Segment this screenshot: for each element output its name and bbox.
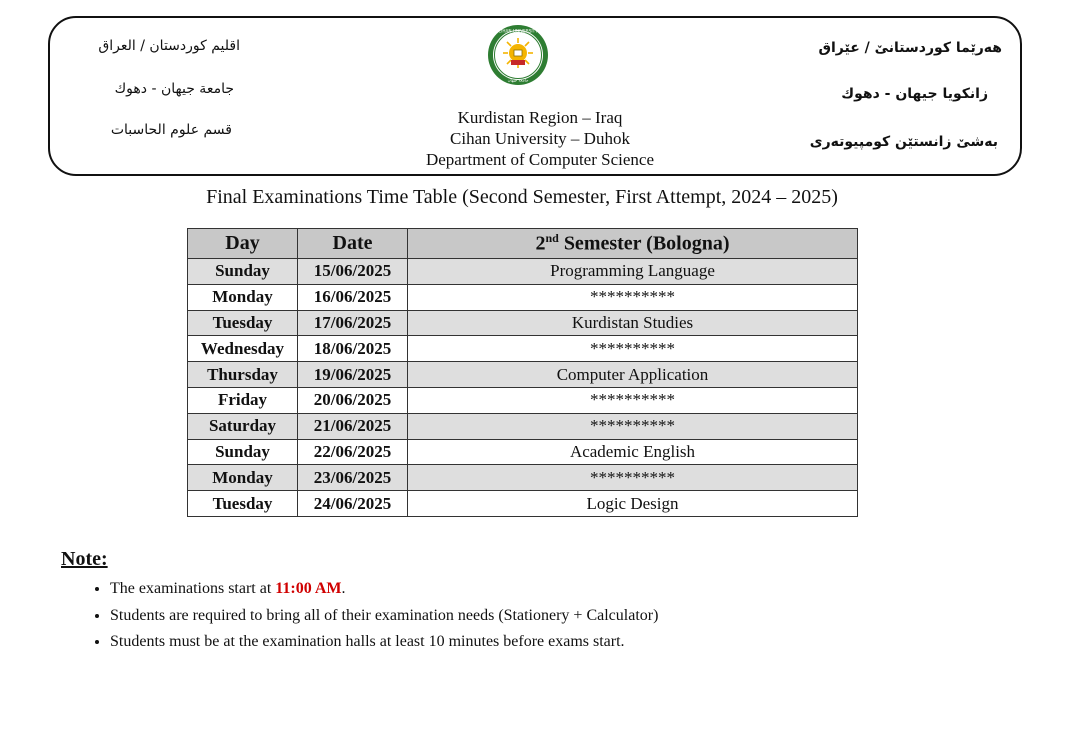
subject-cell: ********** (408, 284, 858, 310)
exam-timetable (187, 228, 858, 517)
subject-cell: ********** (408, 336, 858, 362)
day-cell: Thursday (188, 362, 298, 388)
subject-cell: ********** (408, 465, 858, 491)
note-item-start-time (110, 576, 658, 603)
column-header-day: Day (188, 229, 298, 259)
table-row (188, 387, 858, 413)
note-item-requirements: • Students are required to bring all of their examination needs (Stationery + Calculator) (110, 603, 658, 630)
date-cell: 16/06/2025 (298, 284, 408, 310)
day-cell: Tuesday (188, 310, 298, 336)
day-cell: Sunday (188, 439, 298, 465)
table-row (188, 491, 858, 517)
day-cell: Friday (188, 387, 298, 413)
logo-ring-text-arabic: جامعة جيهان (507, 77, 529, 83)
day-cell: Wednesday (188, 336, 298, 362)
day-cell: Monday (188, 465, 298, 491)
kurdish-university-line: زانکویا جیهان - دهوك (841, 86, 988, 102)
day-cell: Sunday (188, 259, 298, 285)
subject-cell: Academic English (408, 439, 858, 465)
date-cell: 19/06/2025 (298, 362, 408, 388)
table-row (188, 259, 858, 285)
header-english-university: Cihan University – Duhok (450, 129, 630, 148)
date-cell: 21/06/2025 (298, 413, 408, 439)
notes-title: Note: (61, 548, 108, 570)
logo-ring-text: CIHAN UNIVERSITY (498, 28, 538, 34)
table-row (188, 413, 858, 439)
kurdish-department-line: بەشێ زانستێن کومپیوتەری (809, 134, 998, 150)
table-row (188, 310, 858, 336)
arabic-university-line: جامعة جيهان - دهوك (114, 81, 234, 97)
table-row (188, 362, 858, 388)
date-cell: 17/06/2025 (298, 310, 408, 336)
notes-list (62, 576, 658, 656)
subject-cell: ********** (408, 413, 858, 439)
subject-header-text: Semester (Bologna) (558, 232, 730, 255)
table-row (188, 465, 858, 491)
page-title: Final Examinations Time Table (Second Semester, First Attempt, 2024 – 2025) (206, 186, 838, 208)
subject-cell: Kurdistan Studies (408, 310, 858, 336)
day-cell: Saturday (188, 413, 298, 439)
university-seal-icon (487, 24, 549, 86)
note-text-end: . (341, 580, 346, 597)
subject-header-ordinal: nd (545, 231, 559, 246)
subject-cell: Computer Application (408, 362, 858, 388)
date-cell: 20/06/2025 (298, 387, 408, 413)
note-text: The examinations start at (110, 580, 276, 597)
date-cell: 24/06/2025 (298, 491, 408, 517)
date-cell: 15/06/2025 (298, 259, 408, 285)
header-english-department: Department of Computer Science (425, 150, 654, 169)
subject-cell: Logic Design (408, 491, 858, 517)
day-cell: Monday (188, 284, 298, 310)
kurdish-region-line: هەرێما کوردستانێ / عێراق (818, 40, 1002, 56)
arabic-region-line: اقليم كوردستان / العراق (98, 38, 240, 54)
table-header-row (188, 229, 858, 259)
arabic-department-line: قسم علوم الحاسبات (110, 122, 232, 138)
exam-start-time: 11:00 AM (275, 580, 342, 597)
subject-header-number: 2 (535, 232, 546, 255)
note-item-arrival: • Students must be at the examination halls at least 10 minutes before exams start. (110, 629, 658, 656)
date-cell: 22/06/2025 (298, 439, 408, 465)
subject-cell: Programming Language (408, 259, 858, 285)
subject-cell: ********** (408, 387, 858, 413)
day-cell: Tuesday (188, 491, 298, 517)
date-cell: 18/06/2025 (298, 336, 408, 362)
column-header-subject (408, 229, 858, 259)
table-row (188, 336, 858, 362)
column-header-date: Date (298, 229, 408, 259)
table-row (188, 439, 858, 465)
table-row (188, 284, 858, 310)
date-cell: 23/06/2025 (298, 465, 408, 491)
header-english-region: Kurdistan Region – Iraq (457, 108, 623, 127)
